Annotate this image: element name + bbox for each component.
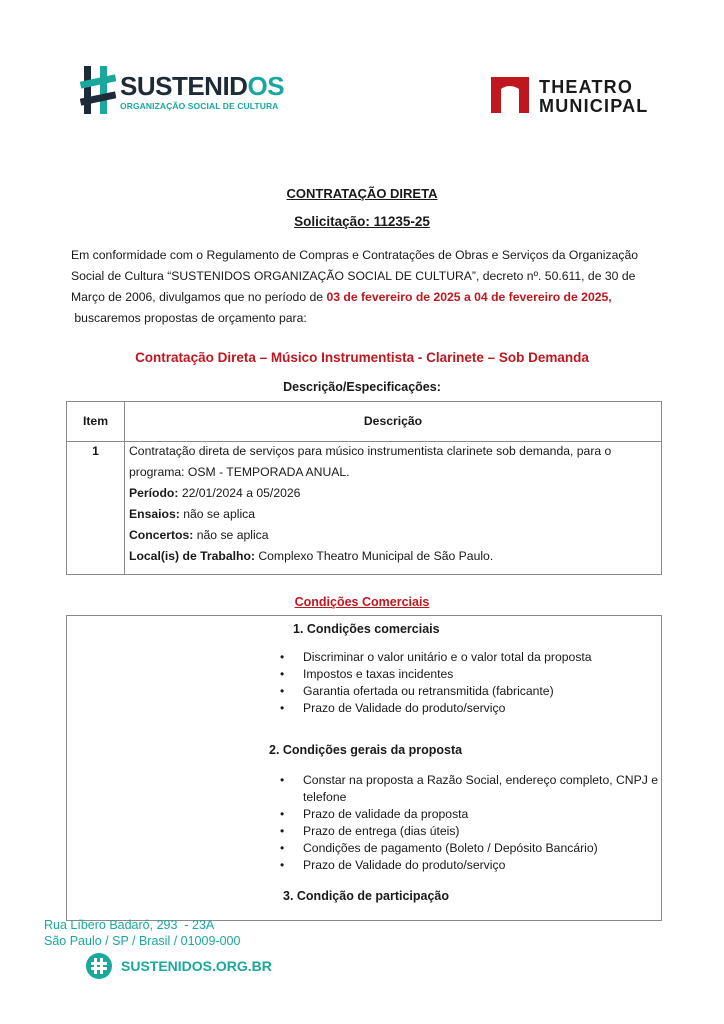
document-title: CONTRATAÇÃO DIRETA: [286, 186, 438, 201]
list-item: • Condições de pagamento (Boleto / Depósito Bancário): [303, 840, 661, 857]
footer-url[interactable]: SUSTENIDOS.ORG.BR: [121, 958, 272, 974]
spec-heading: Descrição/Especificações:: [283, 380, 441, 394]
column-header-description: Descrição: [363, 414, 423, 428]
intro-line-2: Social de Cultura “SUSTENIDOS ORGANIZAÇÃO SOCIAL DE CULTURA”, decreto nº. 50.611, de 30 de: [71, 269, 636, 283]
hashtag-circle-icon: [86, 953, 112, 979]
sustenidos-logo: [80, 64, 284, 116]
period-highlight: 03 de fevereiro de 2025 a 04 de fevereiro de 2025,: [326, 290, 612, 304]
list-item: • Prazo de Validade do produto/serviço: [303, 700, 592, 717]
subject-heading: Contratação Direta – Músico Instrumentista - Clarinete – Sob Demanda: [135, 350, 589, 365]
item-number: 1: [92, 444, 99, 458]
conditions-section-3: 3. Condição de participação: [283, 889, 450, 903]
sustenidos-subtitle: ORGANIZAÇÃO SOCIAL DE CULTURA: [120, 101, 279, 111]
intro-line-3: Março de 2006, divulgamos que no período de 03 de fevereiro de 2025 a 04 de fevereiro de 2025,: [71, 290, 612, 304]
item-table: [66, 401, 662, 575]
list-item: • Constar na proposta a Razão Social, endereço completo, CNPJ e telefone: [303, 772, 661, 806]
sustenidos-wordmark: SUSTENIDOS: [120, 71, 285, 101]
conditions-list-1: [303, 649, 592, 717]
list-item: • Discriminar o valor unitário e o valor total da proposta: [303, 649, 592, 666]
list-item: • Garantia ofertada ou retransmitida (fabricante): [303, 683, 592, 700]
column-header-item: Item: [82, 414, 109, 428]
conditions-title: Condições Comerciais: [294, 595, 430, 609]
theatro-arch-icon: [489, 73, 531, 120]
theatro-line2: MUNICIPAL: [539, 95, 649, 116]
conditions-section-1: 1. Condições comerciais: [293, 622, 440, 636]
intro-line-4: buscaremos propostas de orçamento para:: [71, 311, 307, 325]
intro-line-1: Em conformidade com o Regulamento de Compras e Contratações de Obras e Serviços da Organização: [71, 248, 639, 262]
conditions-list-2: [303, 772, 661, 874]
conditions-box: [66, 615, 662, 921]
list-item: • Prazo de entrega (dias úteis): [303, 823, 661, 840]
item-description: Contratação direta de serviços para músico instrumentista clarinete sob demanda, para o programa: OSM - TEMPORADA ANUAL. Período: 22/01/2024 a 05/2026 Ensaios: não se aplica Concertos: não se aplica Local(is) de Trabalho: Complexo Theatro Municipal de São Paulo.: [129, 444, 612, 563]
solicitation-number: Solicitação: 11235-25: [294, 214, 430, 229]
hashtag-logo-icon: [80, 64, 116, 116]
conditions-section-2: 2. Condições gerais da proposta: [269, 743, 463, 757]
footer-address: Rua Líbero Badaró, 293 - 23A São Paulo / SP / Brasil / 01009-000: [44, 918, 241, 948]
footer-logo: [86, 953, 272, 979]
list-item: • Impostos e taxas incidentes: [303, 666, 592, 683]
list-item: • Prazo de validade da proposta: [303, 806, 661, 823]
theatro-line1: THEATRO: [539, 76, 634, 97]
list-item: • Prazo de Validade do produto/serviço: [303, 857, 661, 874]
theatro-municipal-logo: [489, 73, 648, 120]
